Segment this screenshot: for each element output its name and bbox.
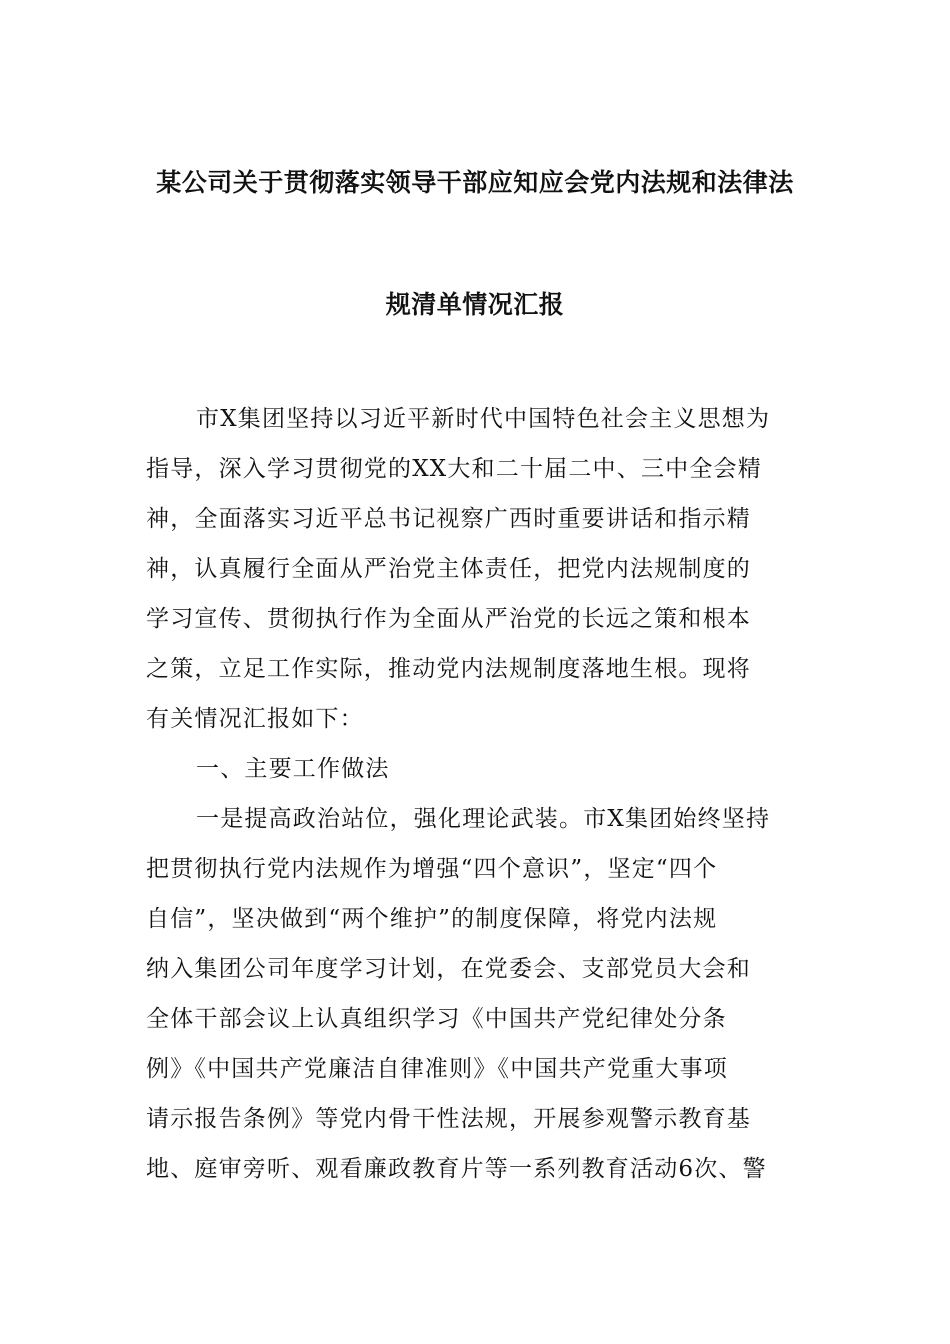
paragraph-line: 市X集团坚持以习近平新时代中国特色社会主义思想为 bbox=[196, 406, 771, 432]
paragraph-line: 例》《中国共产党廉洁自律准则》《中国共产党重大事项 bbox=[146, 1056, 728, 1082]
paragraph-line: 全体干部会议上认真组织学习《中国共产党纪律处分条 bbox=[146, 1006, 727, 1032]
section-heading: 一、主要工作做法 bbox=[196, 756, 390, 782]
paragraph-line: 地、庭审旁听、观看廉政教育片等一系列教育活动6次、警 bbox=[146, 1156, 767, 1182]
paragraph-line: 自信”，坚决做到“两个维护”的制度保障，将党内法规 bbox=[146, 906, 718, 932]
document-title-line-1: 某公司关于贯彻落实领导干部应知应会党内法规和法律法 bbox=[156, 168, 794, 197]
paragraph-line: 神，全面落实习近平总书记视察广西时重要讲话和指示精 bbox=[146, 506, 751, 532]
paragraph-line: 神，认真履行全面从严治党主体责任，把党内法规制度的 bbox=[146, 556, 751, 582]
paragraph-line: 纳入集团公司年度学习计划，在党委会、支部党员大会和 bbox=[146, 956, 751, 982]
paragraph-line: 学习宣传、贯彻执行作为全面从严治党的长远之策和根本 bbox=[146, 606, 751, 632]
paragraph-line: 有关情况汇报如下： bbox=[146, 706, 364, 732]
paragraph-line: 指导，深入学习贯彻党的XX大和二十届二中、三中全会精 bbox=[146, 456, 762, 482]
paragraph-line: 请示报告条例》等党内骨干性法规，开展参观警示教育基 bbox=[146, 1106, 751, 1132]
paragraph-line: 把贯彻执行党内法规作为增强“四个意识”，坚定“四个 bbox=[146, 856, 718, 882]
document-title-line-2: 规清单情况汇报 bbox=[385, 290, 565, 319]
paragraph-line: 之策，立足工作实际，推动党内法规制度落地生根。现将 bbox=[146, 656, 751, 682]
paragraph-line: 一是提高政治站位，强化理论武装。市X集团始终坚持 bbox=[196, 806, 771, 832]
